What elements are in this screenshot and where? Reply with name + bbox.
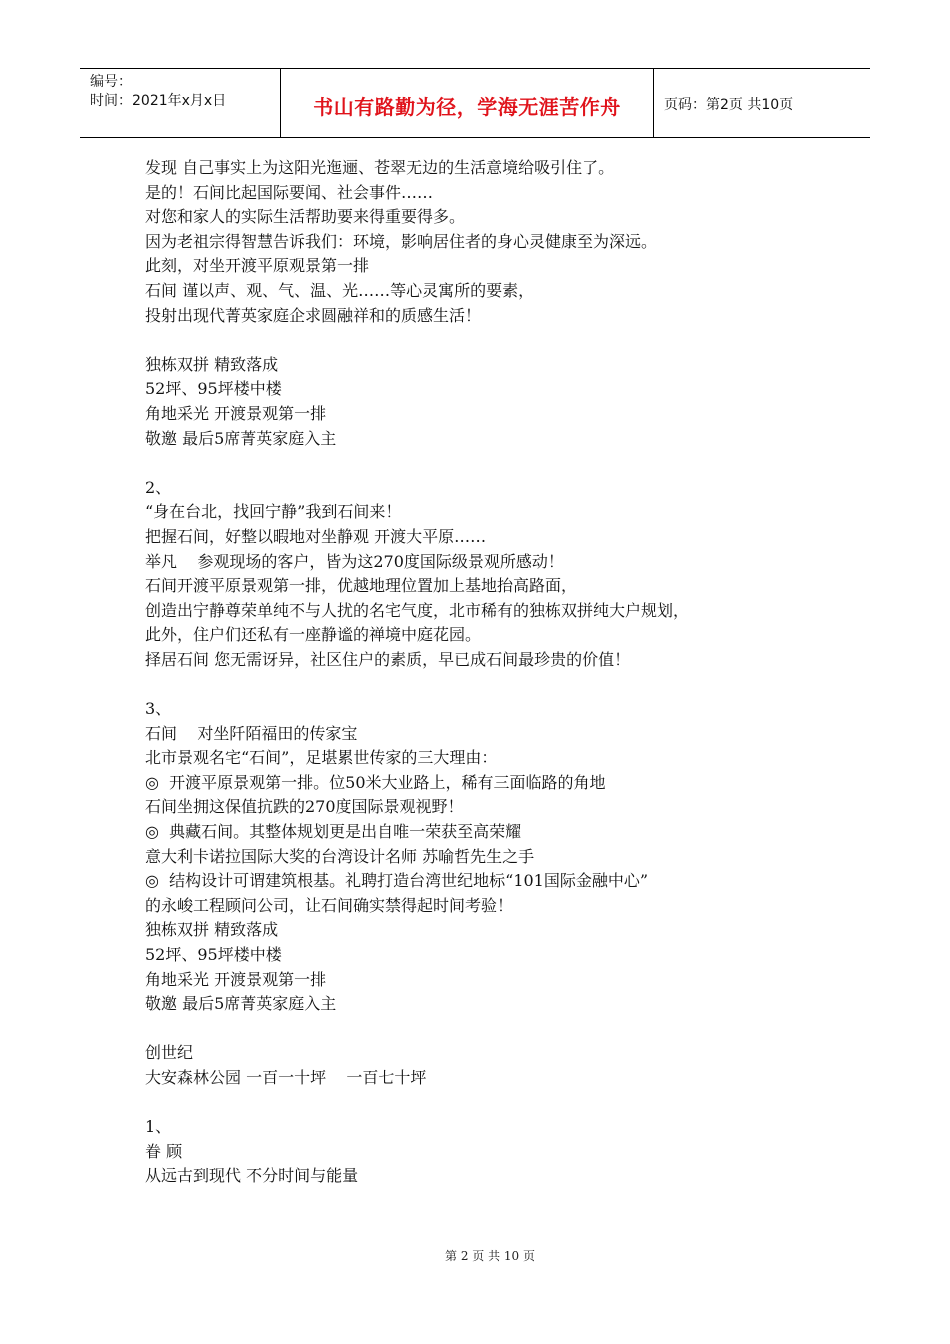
body-line: ◎ 结构设计可谓建筑根基。礼聘打造台湾世纪地标“101国际金融中心” <box>145 871 649 891</box>
body-line: 的永峻工程顾问公司，让石间确实禁得起时间考验！ <box>145 895 514 915</box>
body-line: 从远古到现代 不分时间与能量 <box>145 1166 359 1186</box>
body-line: 对您和家人的实际生活帮助要来得重要得多。 <box>145 207 466 227</box>
body-line: 敬邀 最后5席菁英家庭入主 <box>145 428 337 448</box>
body-line: 1、 <box>145 1117 172 1137</box>
body-line: 创世纪 <box>145 1043 194 1063</box>
body-line: 大安森林公园 一百一十坪 一百七十坪 <box>145 1067 427 1087</box>
document-body <box>145 156 845 1189</box>
body-line: 把握石间，好整以暇地对坐静观 开渡大平原…… <box>145 526 487 546</box>
body-line: 独栋双拼 精致落成 <box>145 354 279 374</box>
body-line: 举凡 参观现场的客户，皆为这270度国际级景观所感动！ <box>145 551 564 571</box>
body-line: 52坪、95坪楼中楼 <box>145 945 282 964</box>
body-line: 意大利卡诺拉国际大奖的台湾设计名师 苏喻哲先生之手 <box>145 846 535 866</box>
body-line: 3、 <box>145 699 172 719</box>
blank-line <box>145 1017 845 1042</box>
body-line: 52坪、95坪楼中楼 <box>145 379 282 399</box>
body-line: 2、 <box>145 477 172 497</box>
blank-line <box>145 451 845 476</box>
body-line: 是的！石间比起国际要闻、社会事件…… <box>145 182 434 202</box>
body-line: 石间 对坐阡陌福田的传家宝 <box>145 723 358 743</box>
body-line: 投射出现代菁英家庭企求圆融祥和的质感生活！ <box>145 305 482 325</box>
body-line: 创造出宁静尊荣单纯不与人扰的名宅气度，北市稀有的独栋双拼纯大户规划， <box>145 600 690 620</box>
body-line: 敬邀 最后5席菁英家庭入主 <box>145 994 337 1014</box>
blank-line <box>145 672 845 697</box>
header-motto: 书山有路勤为径，学海无涯苦作舟 <box>281 69 654 137</box>
body-line: 北市景观名宅“石间”，足堪累世传家的三大理由： <box>145 748 498 768</box>
body-line: 此刻，对坐开渡平原观景第一排 <box>145 256 370 276</box>
page-footer: 第 2 页 共 10 页 <box>445 1249 535 1263</box>
body-line: “身在台北，找回宁静”我到石间来！ <box>145 502 402 522</box>
body-line: 择居石间 您无需讶异，社区住户的素质，早已成石间最珍贵的价值！ <box>145 649 631 669</box>
body-line: 角地采光 开渡景观第一排 <box>145 969 327 989</box>
number-label: 编号： <box>90 74 132 90</box>
body-line: 眷 顾 <box>145 1141 183 1161</box>
body-line: ◎ 典藏石间。其整体规划更是出自唯一荣获至高荣耀 <box>145 822 522 842</box>
blank-line <box>145 328 845 353</box>
header-page-info: 页码：第2页 共10页 <box>664 97 794 113</box>
body-line: 角地采光 开渡景观第一排 <box>145 403 327 423</box>
body-line: 因为老祖宗得智慧告诉我们：环境，影响居住者的身心灵健康至为深远。 <box>145 231 658 251</box>
body-line: ◎ 开渡平原景观第一排。位50米大业路上，稀有三面临路的角地 <box>145 772 606 792</box>
blank-line <box>145 1091 845 1116</box>
body-line: 独栋双拼 精致落成 <box>145 920 279 940</box>
date-label: 时间：2021年x月x日 <box>90 93 227 109</box>
body-line: 发现 自己事实上为这阳光迤逦、苍翠无边的生活意境给吸引住了。 <box>145 158 615 177</box>
body-line: 石间开渡平原景观第一排，优越地理位置加上基地抬高路面， <box>145 576 578 596</box>
body-line: 石间 谨以声、观、气、温、光……等心灵寓所的要素， <box>145 280 535 300</box>
body-line: 此外，住户们还私有一座静谧的禅境中庭花园。 <box>145 625 482 645</box>
document-header <box>80 68 870 138</box>
header-meta-cell <box>80 69 281 137</box>
body-line: 石间坐拥这保值抗跌的270度国际景观视野！ <box>145 797 464 817</box>
